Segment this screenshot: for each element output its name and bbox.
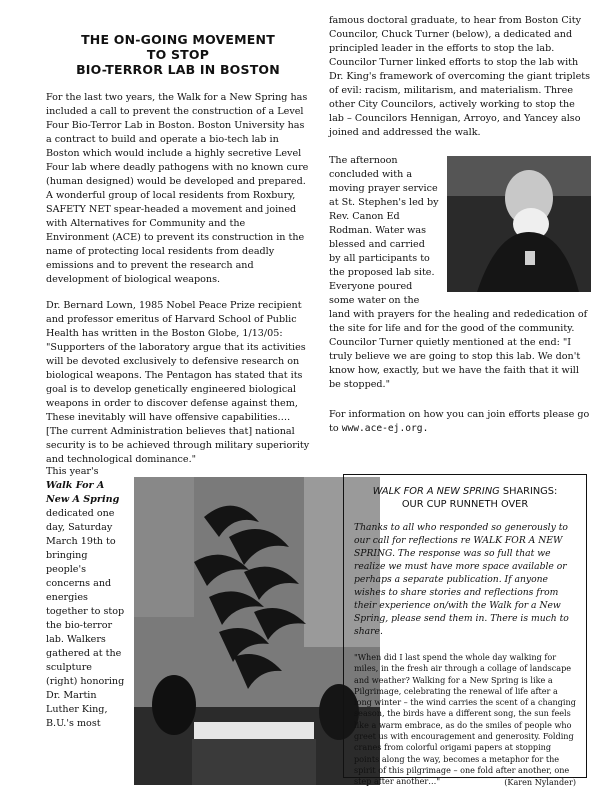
walk-sculpture-block bbox=[46, 465, 308, 785]
walk-lead: This year's bbox=[46, 466, 99, 477]
title-line-1: THE ON-GOING MOVEMENT bbox=[81, 32, 275, 47]
ace-link[interactable]: www.ace-ej.org. bbox=[341, 423, 429, 434]
sharings-title-italic: WALK FOR A NEW SPRING bbox=[372, 486, 500, 497]
portrait-photo-art bbox=[447, 156, 591, 292]
walk-name: Walk For A New A Spring bbox=[46, 480, 120, 505]
sharings-title-rest: SHARINGS: bbox=[499, 486, 558, 497]
sharings-intro: Thanks to all who responded so generously to our call for reflections re WALK FOR A NEW SPRING. The response was so full that we realize we must have more space available or perhaps a separate publication. If anyone wishes to share stories and reflections from their experience on/with the Walk for a New Spring, please send them in. There is much to share. bbox=[354, 522, 569, 637]
sharings-title-line-2: OUR CUP RUNNETH OVER bbox=[401, 499, 529, 510]
sharings-box bbox=[343, 474, 587, 787]
left-column bbox=[46, 14, 310, 479]
right-paragraph-1: famous doctoral graduate, to hear from Boston City Councilor, Chuck Turner (below), a dedicated and principled leader in the efforts to stop the lab. Councilor Turner linked efforts to stop the lab with Dr. King's framework of overcoming the giant triplets of evil: racism, militarism, and materialism. Three other City Councilors, actively working to stop the lab – Councilors Hennigan, Arroyo, and Yancey also joined and addressed the walk. bbox=[329, 15, 591, 138]
article-paragraph-2: Dr. Bernard Lown, 1985 Nobel Peace Prize recipient and professor emeritus of Harvard School of Public Health has written in the Boston Globe, 1/13/05: "Supporters of the laboratory argue that its activities will be devoted exclusively to defensive research on biological weapons. The Pentagon has stated that its goal is to develop genetically engineered biological weapons in order to discover defense against them, These inevitably will have offensive capabilities….[The current Administration believes that] national security is to be achieved through military superiority and technological dominance." bbox=[46, 300, 310, 465]
sharings-title bbox=[354, 485, 576, 511]
quote-author: (Karen Nylander) bbox=[504, 776, 576, 787]
walk-description bbox=[46, 465, 126, 731]
right-paragraph-2-wrap bbox=[329, 154, 591, 392]
right-column bbox=[329, 14, 591, 448]
article-paragraph-1: For the last two years, the Walk for a New Spring has included a call to prevent the construction of a Level Four Bio-Terror Lab in Boston. Boston University has a contract to build and operate a bio-tech lab in Boston which would include a highly secretive Level Four lab where deadly pathogens with no known cure (human designed) would be developed and prepared. A wonderful group of local residents from Roxbury, SAFETY NET spear-headed a movement and joined with Alternatives for Community and the Environment (ACE) to prevent its construction in the name of protecting local residents from deadly emissions and to prevent the research and development of biological weapons. bbox=[46, 92, 309, 285]
portrait-photo bbox=[447, 156, 591, 292]
title-line-2: TO STOP bbox=[146, 47, 210, 62]
title-line-3: BIO-TERROR LAB IN BOSTON bbox=[76, 62, 280, 77]
walk-text: dedicated one day, Saturday March 19th to bringing people's concerns and energies together to stop the bio-terror lab. Walkers gathered at the sculpture (right) honoring Dr. Martin Luther King, B.U.'s most bbox=[46, 508, 125, 729]
right-paragraph-3 bbox=[329, 408, 591, 436]
article-title bbox=[46, 32, 310, 77]
sharings-quote: "When did I last spend the whole day walking for miles, in the fresh air through a collage of landscape and weather? Walking for a New Spring is like a Pilgrimage, celebrating the renewal of life after a long winter – the wind carries the scent of a changing season, the birds have a different song, the sun feels like a warm embrace, as do the smiles of people who greet us with encouragement and generosity. Folding cranes from colorful origami papers at stopping points along the way, becomes a metaphor for the spirit of this pilgrimage – one fold after another, one step after another…" bbox=[354, 652, 576, 787]
right-paragraph-2: The afternoon concluded with a moving prayer service at St. Stephen's led by Rev. Canon Ed Rodman. Water was blessed and carried by all participants to the proposed lab site. Everyone poured some water on the land with prayers for the healing and rededication of the site for life and for the good of the community. Councilor Turner quietly mentioned at the end: "I truly believe we are going to stop this lab. We don't know how, exactly, but we have the faith that it will be stopped." bbox=[329, 155, 588, 390]
info-text: For information on how you can join efforts please go to bbox=[329, 409, 590, 434]
